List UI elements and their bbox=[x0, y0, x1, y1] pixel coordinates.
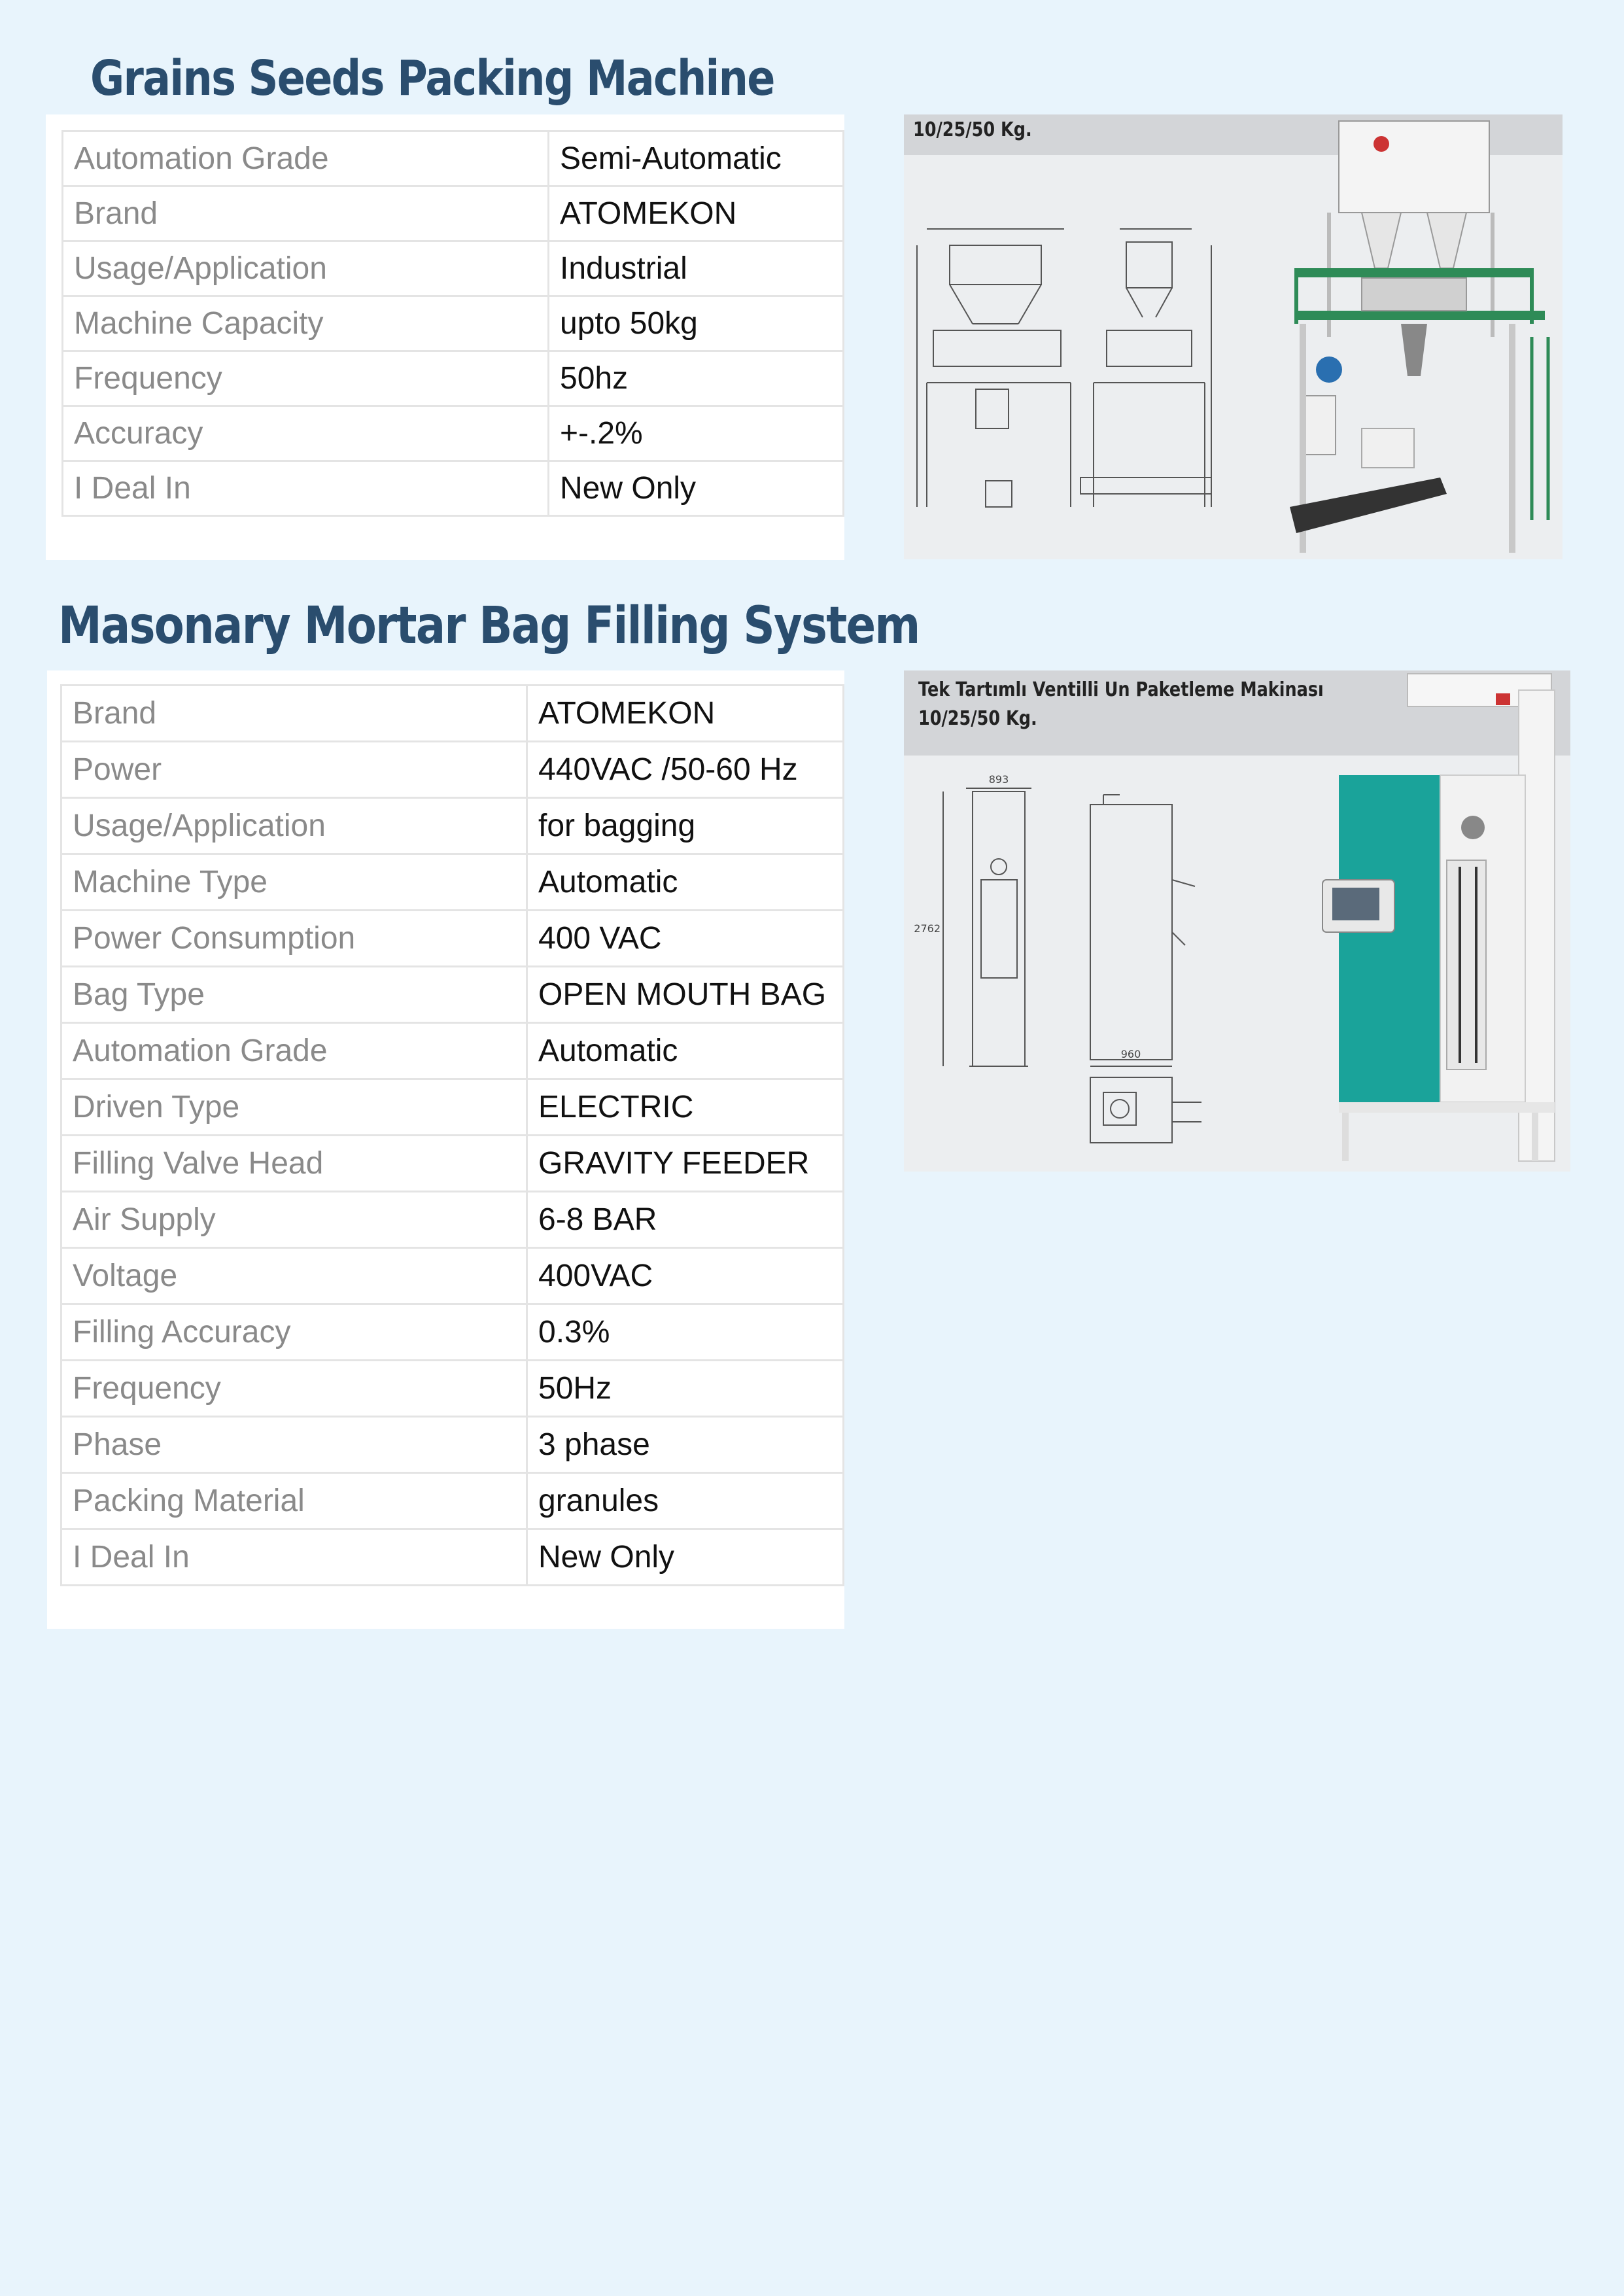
spec-value: ELECTRIC bbox=[527, 1079, 844, 1136]
spec-label: Machine Type bbox=[61, 854, 527, 911]
dimension-label: 2762 bbox=[914, 922, 941, 935]
technical-drawing-front bbox=[917, 229, 1071, 507]
spec-value: 50hz bbox=[549, 351, 844, 406]
mortar-machine-drawing bbox=[904, 670, 1570, 1172]
spec-label: Phase bbox=[61, 1417, 527, 1473]
spec-label: Automation Grade bbox=[61, 1023, 527, 1079]
machine-render bbox=[1290, 121, 1548, 553]
spec-value: 3 phase bbox=[527, 1417, 844, 1473]
spec-value: ATOMEKON bbox=[527, 686, 844, 742]
spec-label: Bag Type bbox=[61, 967, 527, 1023]
spec-value: for bagging bbox=[527, 798, 844, 854]
table-row bbox=[61, 1192, 844, 1248]
spec-value: Semi-Automatic bbox=[549, 131, 844, 186]
spec-label: Brand bbox=[63, 186, 549, 241]
table-row bbox=[61, 686, 844, 742]
spec-value: Automatic bbox=[527, 1023, 844, 1079]
table-row bbox=[61, 1023, 844, 1079]
spec-label: Packing Material bbox=[61, 1473, 527, 1529]
technical-drawing-top bbox=[1090, 1077, 1201, 1143]
technical-drawing-front bbox=[943, 788, 1031, 1066]
section-title-grains-seeds: Grains Seeds Packing Machine bbox=[90, 50, 774, 107]
dimension-label: 960 bbox=[1120, 1048, 1141, 1060]
spec-value: ATOMEKON bbox=[549, 186, 844, 241]
spec-value: upto 50kg bbox=[549, 296, 844, 351]
spec-value: Automatic bbox=[527, 854, 844, 911]
spec-label: Usage/Application bbox=[61, 798, 527, 854]
spec-value: granules bbox=[527, 1473, 844, 1529]
spec-value: 50Hz bbox=[527, 1361, 844, 1417]
table-row bbox=[63, 406, 844, 461]
spec-value: GRAVITY FEEDER bbox=[527, 1136, 844, 1192]
table-row bbox=[61, 1473, 844, 1529]
table-row bbox=[61, 1248, 844, 1304]
technical-drawing-side bbox=[1080, 229, 1211, 507]
spec-table-panel-grains bbox=[46, 114, 844, 560]
spec-label: Power Consumption bbox=[61, 911, 527, 967]
table-row bbox=[63, 461, 844, 516]
table-row bbox=[61, 1361, 844, 1417]
spec-label: Machine Capacity bbox=[63, 296, 549, 351]
table-row bbox=[61, 1079, 844, 1136]
spec-value: 6-8 BAR bbox=[527, 1192, 844, 1248]
spec-value: Industrial bbox=[549, 241, 844, 296]
spec-label: Automation Grade bbox=[63, 131, 549, 186]
spec-label: Usage/Application bbox=[63, 241, 549, 296]
spec-table-panel-mortar bbox=[47, 670, 844, 1629]
table-row bbox=[63, 351, 844, 406]
spec-label: Air Supply bbox=[61, 1192, 527, 1248]
table-row bbox=[61, 742, 844, 798]
spec-value: 400VAC bbox=[527, 1248, 844, 1304]
machine-photo-mortar bbox=[904, 670, 1570, 1172]
spec-label: Voltage bbox=[61, 1248, 527, 1304]
spec-label: Power bbox=[61, 742, 527, 798]
table-row bbox=[61, 854, 844, 911]
machine-render bbox=[1322, 674, 1555, 1161]
table-row bbox=[61, 1417, 844, 1473]
dimension-label: 893 bbox=[988, 773, 1009, 786]
photo-caption-weights: 10/25/50 Kg. bbox=[918, 707, 1037, 730]
machine-photo-grains bbox=[904, 114, 1563, 559]
spec-label: Frequency bbox=[63, 351, 549, 406]
table-row bbox=[61, 1529, 844, 1586]
spec-label: Accuracy bbox=[63, 406, 549, 461]
spec-value: 400 VAC bbox=[527, 911, 844, 967]
spec-value: New Only bbox=[549, 461, 844, 516]
spec-value: OPEN MOUTH BAG bbox=[527, 967, 844, 1023]
spec-label: I Deal In bbox=[63, 461, 549, 516]
spec-value: 0.3% bbox=[527, 1304, 844, 1361]
photo-caption-title: Tek Tartımlı Ventilli Un Paketleme Makinası bbox=[918, 678, 1324, 701]
table-row bbox=[63, 131, 844, 186]
spec-value: +-.2% bbox=[549, 406, 844, 461]
table-row bbox=[61, 911, 844, 967]
section-title-masonary-mortar: Masonary Mortar Bag Filling System bbox=[58, 597, 920, 655]
table-row bbox=[63, 186, 844, 241]
spec-value: 440VAC /50-60 Hz bbox=[527, 742, 844, 798]
spec-label: Driven Type bbox=[61, 1079, 527, 1136]
table-row bbox=[61, 1136, 844, 1192]
spec-label: Filling Valve Head bbox=[61, 1136, 527, 1192]
table-row bbox=[61, 798, 844, 854]
spec-table-mortar bbox=[60, 684, 844, 1586]
spec-label: I Deal In bbox=[61, 1529, 527, 1586]
table-row bbox=[63, 241, 844, 296]
grains-machine-drawing bbox=[904, 114, 1563, 559]
spec-label: Brand bbox=[61, 686, 527, 742]
table-row bbox=[63, 296, 844, 351]
technical-drawing-side bbox=[1090, 795, 1195, 1066]
photo-caption: 10/25/50 Kg. bbox=[913, 118, 1032, 141]
table-row bbox=[61, 1304, 844, 1361]
table-row bbox=[61, 967, 844, 1023]
spec-table-grains bbox=[61, 130, 844, 517]
spec-label: Filling Accuracy bbox=[61, 1304, 527, 1361]
spec-value: New Only bbox=[527, 1529, 844, 1586]
spec-label: Frequency bbox=[61, 1361, 527, 1417]
